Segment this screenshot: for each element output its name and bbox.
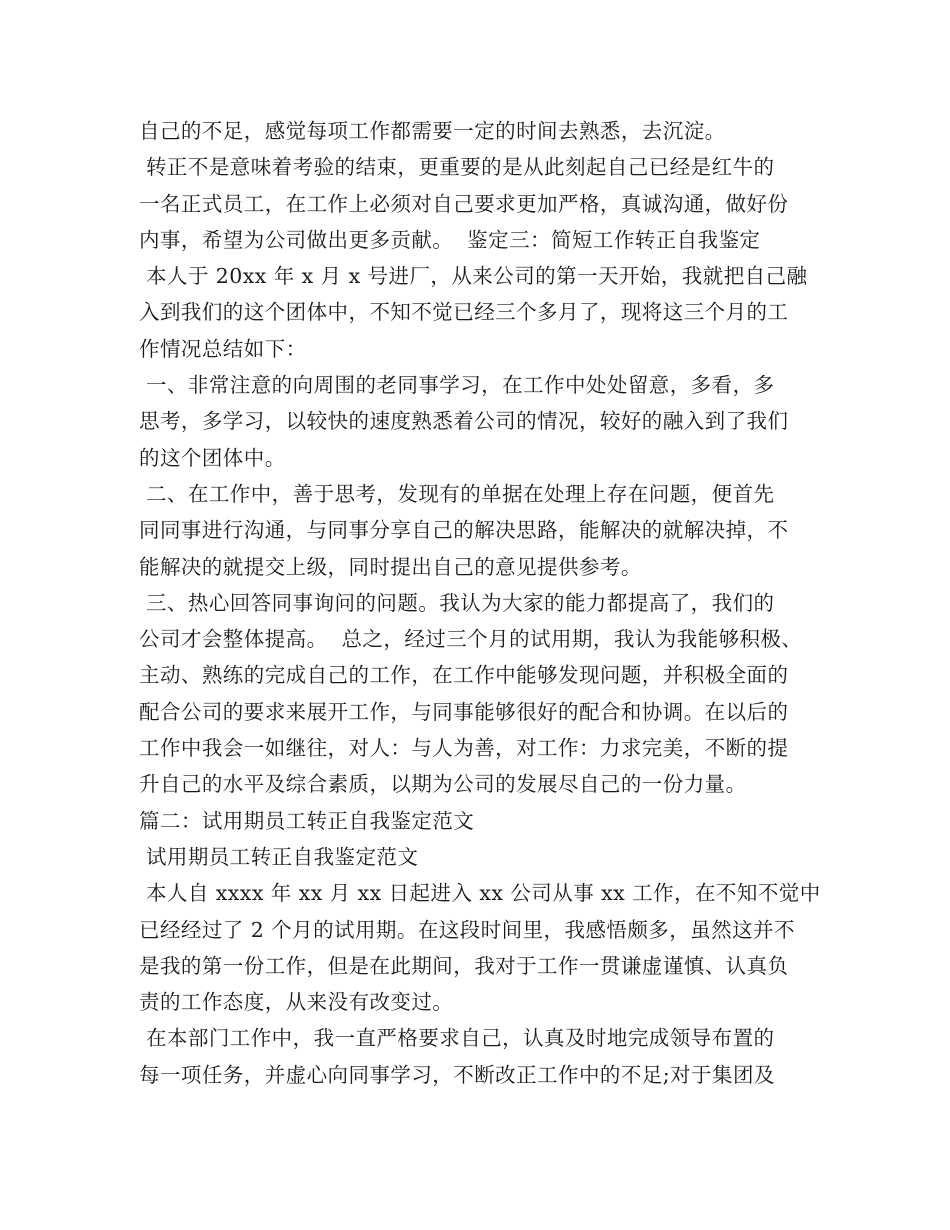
section-heading: 篇二：试用期员工转正自我鉴定范文 [139, 808, 475, 833]
text-line: 公司才会整体提高。 总之，经过三个月的试用期，我认为我能够积极、 [139, 627, 803, 652]
section-subtitle: 试用期员工转正自我鉴定范文 [139, 844, 419, 869]
text-line: 二、在工作中，善于思考，发现有的单据在处理上存在问题，便首先 [139, 481, 775, 506]
text-line: 的这个团体中。 [139, 445, 286, 470]
text-line: 升自己的水平及综合素质，以期为公司的发展尽自己的一份力量。 [139, 772, 747, 797]
text-line: 每一项任务，并虚心向同事学习，不断改正工作中的不足;对于集团及 [139, 1062, 775, 1087]
text-line: 本人自 xxxx 年 xx 月 xx 日起进入 xx 公司从事 xx 工作，在不知不觉中 [139, 881, 821, 906]
text-line: 主动、熟练的完成自己的工作，在工作中能够发现问题，并积极全面的 [139, 663, 789, 688]
text-line: 同同事进行沟通，与同事分享自己的解决思路，能解决的就解决掉，不 [139, 518, 789, 543]
text-line: 能解决的就提交上级，同时提出自己的意见提供参考。 [139, 554, 642, 579]
text-line: 已经经过了 2 个月的试用期。在这段时间里，我感悟颇多，虽然这并不 [139, 917, 795, 942]
text-line: 入到我们的这个团体中，不知不觉已经三个多月了，现将这三个月的工 [139, 300, 789, 325]
text-line: 一、非常注意的向周围的老同事学习，在工作中处处留意，多看，多 [139, 373, 775, 398]
text-line: 内事，希望为公司做出更多贡献。 鉴定三：简短工作转正自我鉴定 [139, 227, 761, 252]
text-line: 思考，多学习，以较快的速度熟悉着公司的情况，较好的融入到了我们 [139, 409, 789, 434]
text-line: 工作中我会一如继往，对人：与人为善，对工作：力求完美，不断的提 [139, 736, 789, 761]
document-body [139, 113, 829, 1093]
text-line: 一名正式员工，在工作上必须对自己要求更加严格，真诚沟通，做好份 [139, 191, 789, 216]
text-line: 责的工作态度，从来没有改变过。 [139, 990, 454, 1015]
text-line: 作情况总结如下： [139, 336, 307, 361]
text-line: 自己的不足，感觉每项工作都需要一定的时间去熟悉，去沉淀。 [139, 119, 726, 143]
text-line: 三、热心回答同事询问的问题。我认为大家的能力都提高了，我们的 [139, 590, 775, 615]
text-line: 是我的第一份工作，但是在此期间，我对于工作一贯谦虚谨慎、认真负 [139, 953, 789, 978]
text-line: 配合公司的要求来展开工作，与同事能够很好的配合和协调。在以后的 [139, 699, 789, 724]
text-line: 转正不是意味着考验的结束，更重要的是从此刻起自己已经是红牛的 [139, 155, 775, 180]
text-line: 本人于 20xx 年 x 月 x 号进厂，从来公司的第一天开始，我就把自己融 [139, 264, 808, 289]
text-line: 在本部门工作中，我一直严格要求自己，认真及时地完成领导布置的 [139, 1026, 775, 1051]
